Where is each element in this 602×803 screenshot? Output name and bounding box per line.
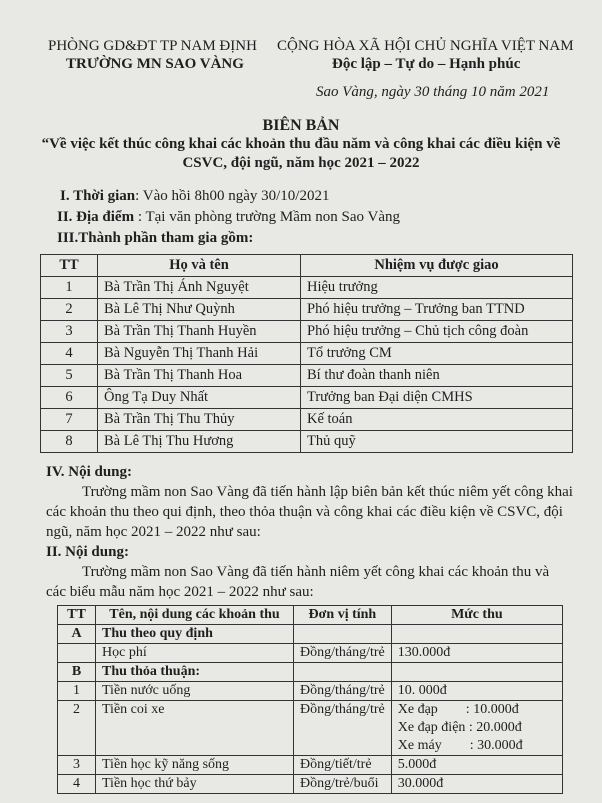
place-line — [57, 209, 400, 226]
name-cell: Bà Trần Thị Thanh Hoa — [98, 365, 301, 387]
table-row — [41, 299, 573, 321]
content-heading: IV. Nội dung: — [46, 464, 133, 480]
table-row — [58, 701, 563, 756]
members-heading: III.Thành phần tham gia gồm: — [57, 230, 254, 246]
amount-line: Xe đạp điện : 20.000đ — [397, 720, 522, 735]
tt-cell: 3 — [58, 756, 96, 775]
tt-cell: 5 — [41, 365, 98, 387]
table-row — [41, 321, 573, 343]
tt-cell — [58, 644, 96, 663]
tt-cell: 7 — [41, 409, 98, 431]
tt-cell: 3 — [41, 321, 98, 343]
column-header: Họ và tên — [98, 255, 301, 277]
members-table — [40, 254, 573, 453]
column-header: Đơn vị tính — [294, 606, 392, 625]
amount-cell: 130.000đ — [391, 644, 562, 663]
name-cell: Bà Nguyễn Thị Thanh Hải — [98, 343, 301, 365]
tt-cell: 4 — [58, 775, 96, 794]
table-row — [58, 775, 563, 794]
content-paragraph-line: ngũ, năm học 2021 – 2022 như sau: — [46, 524, 261, 540]
document-date: Sao Vàng, ngày 30 tháng 10 năm 2021 — [316, 84, 550, 100]
tt-cell: 1 — [41, 277, 98, 299]
tt-cell: 8 — [41, 431, 98, 453]
content-paragraph-line: các khoản thu theo qui định, theo thỏa thuận và công khai các điều kiện về CSVC, đội — [46, 504, 563, 520]
name-cell: Bà Lê Thị Thu Hương — [98, 431, 301, 453]
fee-name-cell: Thu theo quy định — [96, 625, 294, 644]
unit-cell: Đồng/tháng/trẻ — [294, 701, 392, 756]
table-row — [58, 625, 563, 644]
column-header: TT — [41, 255, 98, 277]
table-row — [41, 343, 573, 365]
fee-name-cell: Tiền nước uống — [96, 682, 294, 701]
table-row — [41, 409, 573, 431]
unit-cell: Đồng/tháng/trẻ — [294, 644, 392, 663]
document-title: BIÊN BẢN — [262, 117, 340, 134]
name-cell: Bà Lê Thị Như Quỳnh — [98, 299, 301, 321]
name-cell: Bà Trần Thị Ánh Nguyệt — [98, 277, 301, 299]
time-value: : Vào hồi 8h00 ngày 30/10/2021 — [135, 188, 330, 204]
role-cell: Kế toán — [301, 409, 573, 431]
national-title: CỘNG HÒA XÃ HỘI CHỦ NGHĨA VIỆT NAM — [277, 38, 574, 54]
table-header-row — [41, 255, 573, 277]
place-label: II. Địa điểm — [57, 209, 135, 225]
name-cell: Bà Trần Thị Thanh Huyền — [98, 321, 301, 343]
tt-cell: 2 — [41, 299, 98, 321]
role-cell: Phó hiệu trưởng – Trưởng ban TTND — [301, 299, 573, 321]
table-row — [58, 663, 563, 682]
table-row — [41, 365, 573, 387]
time-line — [60, 188, 329, 205]
content2-heading: II. Nội dung: — [46, 544, 129, 560]
fee-name-cell: Thu thỏa thuận: — [96, 663, 294, 682]
fee-name-cell: Tiền coi xe — [96, 701, 294, 756]
national-motto: Độc lập – Tự do – Hạnh phúc — [332, 56, 521, 72]
role-cell: Trưởng ban Đại diện CMHS — [301, 387, 573, 409]
fees-table — [57, 605, 563, 794]
amount-cell — [391, 701, 562, 756]
tt-cell: A — [58, 625, 96, 644]
unit-cell — [294, 625, 392, 644]
role-cell: Bí thư đoàn thanh niên — [301, 365, 573, 387]
column-header: Tên, nội dung các khoản thu — [96, 606, 294, 625]
document-subtitle-1: “Về việc kết thúc công khai các khoản thu đầu năm và công khai các điều kiện về — [41, 136, 561, 152]
name-cell: Ông Tạ Duy Nhất — [98, 387, 301, 409]
department-name: PHÒNG GD&ĐT TP NAM ĐỊNH — [48, 38, 257, 54]
amount-line: Xe đạp : 10.000đ — [397, 702, 519, 717]
amount-cell: 30.000đ — [391, 775, 562, 794]
school-name: TRƯỜNG MN SAO VÀNG — [66, 56, 244, 72]
content-paragraph-line: Trường mầm non Sao Vàng đã tiến hành lập biên bản kết thúc niêm yết công khai — [82, 484, 573, 500]
time-label: I. Thời gian — [60, 188, 136, 204]
name-cell: Bà Trần Thị Thu Thủy — [98, 409, 301, 431]
amount-cell — [391, 663, 562, 682]
content2-paragraph-line: các biểu mẫu năm học 2021 – 2022 như sau: — [46, 584, 314, 600]
unit-cell: Đồng/tiết/trẻ — [294, 756, 392, 775]
role-cell: Tổ trưởng CM — [301, 343, 573, 365]
table-row — [58, 756, 563, 775]
amount-line: Xe máy : 30.000đ — [397, 738, 523, 753]
role-cell: Thủ quỹ — [301, 431, 573, 453]
unit-cell: Đồng/trẻ/buổi — [294, 775, 392, 794]
column-header: TT — [58, 606, 96, 625]
table-row — [58, 682, 563, 701]
fee-name-cell: Tiền học kỹ năng sống — [96, 756, 294, 775]
fee-name-cell: Tiền học thứ bảy — [96, 775, 294, 794]
unit-cell — [294, 663, 392, 682]
column-header: Mức thu — [391, 606, 562, 625]
role-cell: Hiệu trưởng — [301, 277, 573, 299]
table-row — [41, 431, 573, 453]
content2-paragraph-line: Trường mầm non Sao Vàng đã tiến hành niêm yết công khai các khoản thu và — [82, 564, 550, 580]
tt-cell: 1 — [58, 682, 96, 701]
tt-cell: B — [58, 663, 96, 682]
fee-name-cell: Học phí — [96, 644, 294, 663]
amount-cell: 10. 000đ — [391, 682, 562, 701]
table-row — [41, 277, 573, 299]
table-row — [58, 644, 563, 663]
unit-cell: Đồng/tháng/trẻ — [294, 682, 392, 701]
document-subtitle-2: CSVC, đội ngũ, năm học 2021 – 2022 — [182, 155, 420, 171]
role-cell: Phó hiệu trưởng – Chủ tịch công đoàn — [301, 321, 573, 343]
tt-cell: 6 — [41, 387, 98, 409]
place-value: : Tại văn phòng trường Mầm non Sao Vàng — [134, 209, 400, 225]
table-row — [41, 387, 573, 409]
column-header: Nhiệm vụ được giao — [301, 255, 573, 277]
table-header-row — [58, 606, 563, 625]
amount-cell: 5.000đ — [391, 756, 562, 775]
amount-cell — [391, 625, 562, 644]
tt-cell: 2 — [58, 701, 96, 756]
tt-cell: 4 — [41, 343, 98, 365]
